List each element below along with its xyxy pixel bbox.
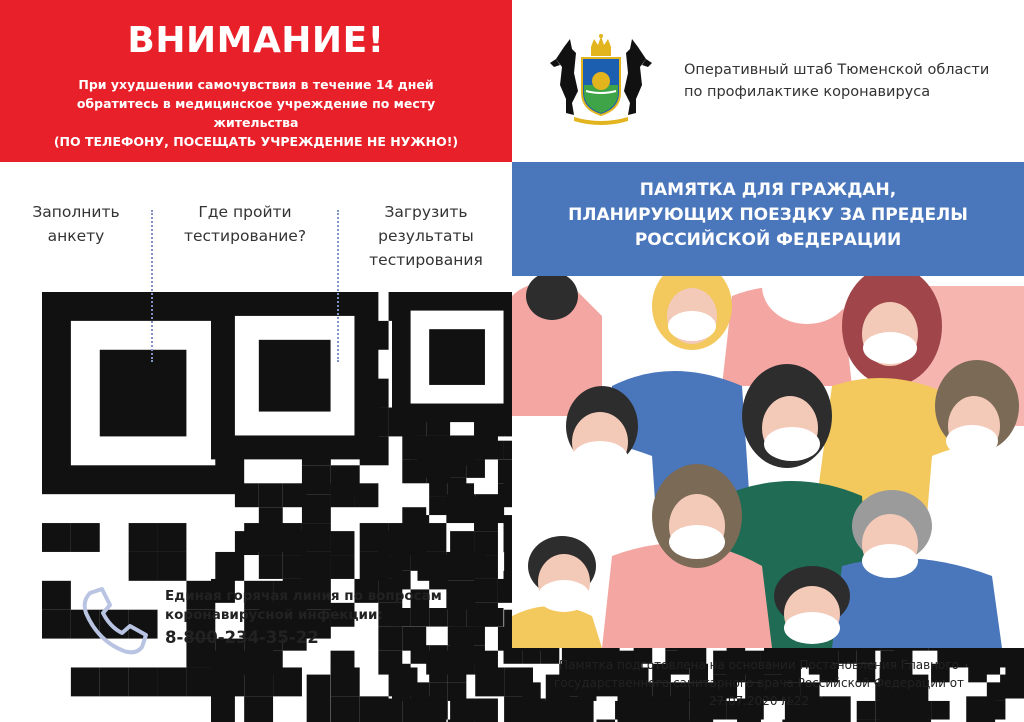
memo-title-banner [512, 162, 1024, 276]
attention-line-3: жительства [213, 115, 299, 130]
qr-label-line-2: тестирование? [183, 227, 307, 245]
qr-label-line-3: тестирования [369, 251, 483, 269]
column-divider [337, 210, 339, 362]
phone-icon [76, 583, 152, 659]
qr-label-line-1: Где пройти [198, 203, 292, 221]
qr-label-line-1: Заполнить [32, 203, 120, 221]
basis-line-3: 27.07.2020 №22 [708, 694, 810, 708]
attention-message [40, 75, 472, 151]
qr-column-questionnaire [1, 200, 151, 272]
hotline-line-1: Единая горячая линия по вопросам [165, 588, 442, 604]
organization-line-1: Оперативный штаб Тюменской области [684, 62, 990, 78]
organization-name [684, 59, 1014, 103]
qr-column-testing-location [170, 200, 320, 272]
attention-line-1: При ухудшении самочувствия в течение 14 дней [78, 77, 434, 92]
basis-line-2: государственного санитарного врача Российской Федерации от [553, 676, 965, 690]
hotline-block [165, 587, 485, 651]
qr-label-line-2: результаты [378, 227, 474, 245]
hotline-line-2: коронавирусной инфекции: [165, 607, 383, 623]
attention-title: ВНИМАНИЕ! [127, 20, 385, 61]
hotline-phone-number[interactable]: 8-800-234-35-22 [165, 628, 319, 647]
organization-line-2: по профилактике коронавируса [684, 84, 931, 100]
qr-label [1, 200, 151, 272]
column-divider [151, 210, 153, 362]
masked-crowd-illustration [512, 276, 1024, 648]
attention-line-4: (ПО ТЕЛЕФОНУ, ПОСЕЩАТЬ УЧРЕЖДЕНИЕ НЕ НУЖНО!) [53, 134, 459, 149]
qr-label [351, 200, 501, 272]
qr-column-upload-results [351, 200, 501, 272]
qr-label-line-2: анкету [47, 227, 105, 245]
attention-line-2: обратитесь в медицинское учреждение по месту [76, 96, 436, 111]
basis-line-1: Памятка подготовлена на основании Постановления Главного [558, 658, 960, 672]
attention-banner [0, 0, 512, 162]
legal-basis-note [514, 656, 1004, 710]
memo-line-3: РОССИЙСКОЙ ФЕДЕРАЦИИ [634, 230, 902, 250]
qr-label [170, 200, 320, 272]
qr-label-line-1: Загрузить [384, 203, 468, 221]
coat-of-arms-icon [544, 33, 658, 125]
memo-line-1: ПАМЯТКА ДЛЯ ГРАЖДАН, [639, 180, 897, 200]
memo-line-2: ПЛАНИРУЮЩИХ ПОЕЗДКУ ЗА ПРЕДЕЛЫ [568, 205, 968, 225]
